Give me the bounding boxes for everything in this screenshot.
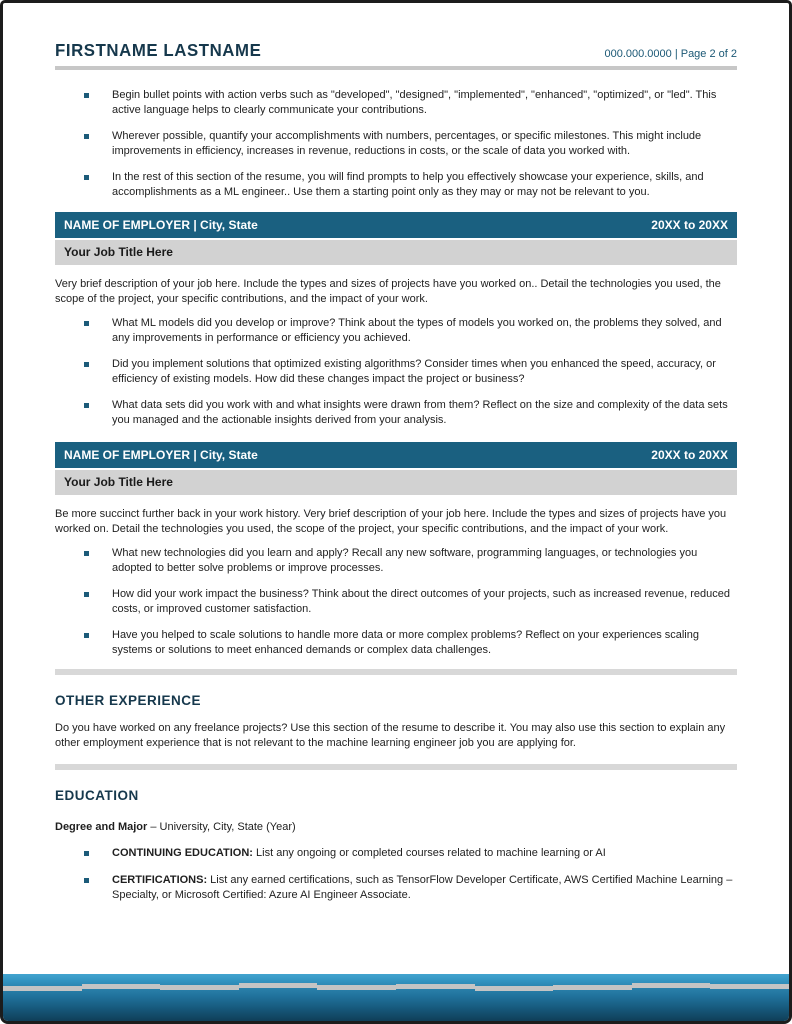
employment-dates: 20XX to 20XX	[651, 447, 728, 462]
list-item	[55, 129, 737, 159]
bullet-square-icon	[84, 93, 89, 98]
intro-bullet-list	[55, 88, 737, 200]
bullet-text: Wherever possible, quantify your accomplishments with numbers, percentages, or specific milestones. This might include improvements in efficiency, increases in revenue, reductions in costs, or the scale of data you worked with.	[112, 129, 702, 157]
bullet-text: How did your work impact the business? Think about the direct outcomes of your projects, such as increased revenue, reduced costs, or improved customer satisfaction.	[112, 587, 730, 615]
degree-and-major: Degree and Major	[55, 820, 148, 833]
list-item	[55, 546, 737, 576]
job-title-bar	[55, 470, 737, 495]
bullet-square-icon	[84, 362, 89, 367]
degree-line	[55, 820, 737, 835]
job-bullet-list	[55, 316, 737, 428]
footer-decoration-band	[3, 974, 789, 1021]
degree-details: – University, City, State (Year)	[147, 820, 296, 833]
bullet-text: What ML models did you develop or improve? Think about the types of models you worked on, the problems they solved, and any improvements in performance or efficiency you achieved.	[112, 316, 722, 344]
job-title-bar	[55, 240, 737, 265]
bullet-text	[112, 873, 737, 903]
job-title: Your Job Title Here	[64, 245, 173, 259]
employer-name: NAME OF EMPLOYER | City, State	[64, 217, 258, 232]
bullet-square-icon	[84, 551, 89, 556]
section-divider	[55, 669, 737, 675]
list-item	[55, 587, 737, 617]
phone-and-page-number: 000.000.0000 | Page 2 of 2	[604, 47, 737, 60]
bullet-text: Have you helped to scale solutions to handle more data or more complex problems? Reflect on your experiences scaling systems or solutions to meet enhanced demands or complex data challenges.	[112, 628, 699, 656]
bullet-square-icon	[84, 633, 89, 638]
bullet-text: Did you implement solutions that optimized existing algorithms? Consider times when you enhanced the speed, accuracy, or efficiency of existing models. How did these changes impact the project or business?	[112, 357, 716, 385]
footer-gray-stripe	[3, 983, 789, 988]
stripe-segment	[239, 983, 318, 988]
other-experience-text: Do you have worked on any freelance projects? Use this section of the resume to describe it. You may also use this section to explain any other employment experience that is not relevant to the machine learning engineer job you are applying for.	[55, 721, 726, 749]
job-bullet-list	[55, 546, 737, 658]
list-item	[55, 357, 737, 387]
bullet-text	[112, 846, 737, 861]
job-description: Very brief description of your job here. Include the types and sizes of projects have you worked on.. Detail the technologies you used, the scope of the project, your specific contributions, and the impact of your work.	[55, 277, 721, 305]
bullet-text: What data sets did you work with and what insights were drawn from them? Reflect on the size and complexity of the data sets you managed and the actionable insights derived from your analysis.	[112, 398, 728, 426]
employer-name: NAME OF EMPLOYER | City, State	[64, 447, 258, 462]
bullet-square-icon	[84, 878, 89, 883]
job-title: Your Job Title Here	[64, 475, 173, 489]
stripe-segment	[160, 985, 239, 990]
list-item	[55, 873, 737, 903]
stripe-segment	[475, 986, 554, 991]
section-heading-education: EDUCATION	[55, 787, 139, 803]
stripe-segment	[553, 985, 632, 990]
bullet-square-icon	[84, 134, 89, 139]
candidate-name: FIRSTNAME LASTNAME	[55, 40, 262, 60]
stripe-segment	[82, 984, 161, 989]
list-item	[55, 628, 737, 658]
bullet-body: List any ongoing or completed courses related to machine learning or AI	[252, 846, 606, 859]
bullet-body: List any earned certifications, such as TensorFlow Developer Certificate, AWS Certified Machine Learning – Specialty, or Microsoft Certified: Azure AI Engineer Associate.	[112, 873, 733, 901]
section-heading-other-experience: OTHER EXPERIENCE	[55, 692, 202, 708]
list-item	[55, 398, 737, 428]
education-bullet-list	[55, 846, 737, 903]
job-description: Be more succinct further back in your work history. Very brief description of your job here. Include the types and sizes of projects have you worked on. Detail the technologies you used, the scope of the project, your specific contributions, and the impact of your work.	[55, 507, 727, 535]
bullet-square-icon	[84, 403, 89, 408]
list-item	[55, 88, 737, 118]
stripe-segment	[396, 984, 475, 989]
bullet-text: In the rest of this section of the resume, you will find prompts to help you effectively showcase your experience, skills, and accomplishments as a ML engineer.. Use them a starting point only as they may or may not be relevant to you.	[112, 170, 704, 198]
section-divider	[55, 764, 737, 770]
stripe-segment	[710, 984, 789, 989]
list-item	[55, 170, 737, 200]
employment-dates: 20XX to 20XX	[651, 217, 728, 232]
bullet-label: CERTIFICATIONS:	[112, 873, 208, 886]
header-rule	[55, 66, 737, 70]
bullet-square-icon	[84, 321, 89, 326]
document-header	[55, 42, 737, 60]
list-item	[55, 846, 737, 861]
bullet-square-icon	[84, 851, 89, 856]
employer-bar	[55, 212, 737, 238]
bullet-label: CONTINUING EDUCATION:	[112, 846, 253, 859]
bullet-text: Begin bullet points with action verbs such as "developed", "designed", "implemented", "enhanced", "optimized", or "led". This active language helps to clearly communicate your contributions.	[112, 88, 717, 116]
stripe-segment	[317, 985, 396, 990]
bullet-square-icon	[84, 175, 89, 180]
employer-bar	[55, 442, 737, 468]
list-item	[55, 316, 737, 346]
bullet-text: What new technologies did you learn and apply? Recall any new software, programming languages, or technologies you adopted to better solve problems or improve processes.	[112, 546, 698, 574]
bullet-square-icon	[84, 592, 89, 597]
stripe-segment	[632, 983, 711, 988]
stripe-segment	[3, 986, 82, 991]
